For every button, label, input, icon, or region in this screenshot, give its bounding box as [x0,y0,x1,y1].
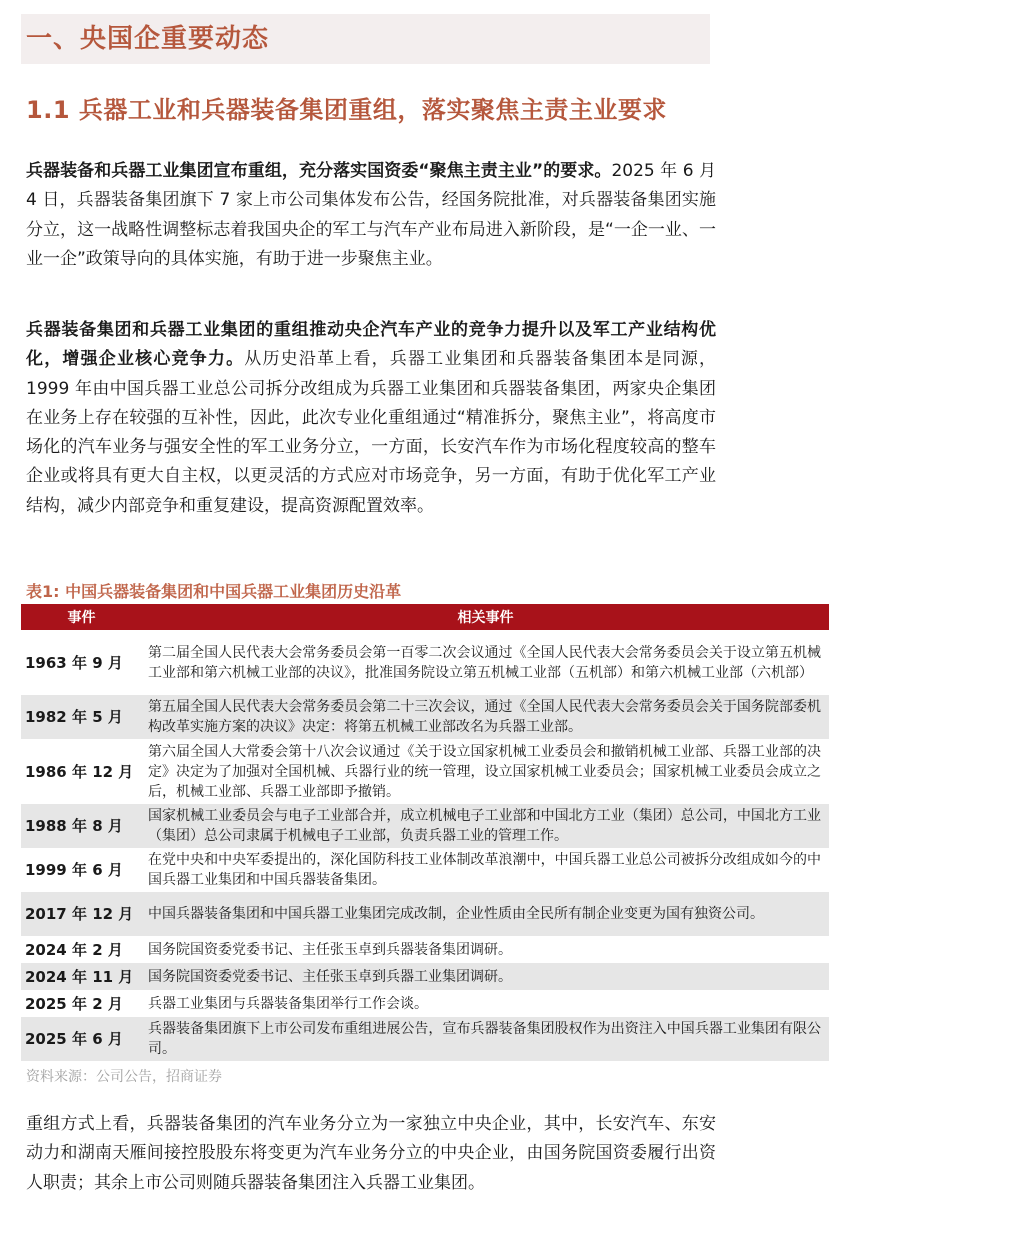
row-event: 第六届全国人大常委会第十八次会议通过《关于设立国家机械工业委员会和撤销机械工业部、兵器工业部的决定》决定为了加强对全国机械、兵器行业的统一管理，设立国家机械工业委员会；国家机械工业委员会成立之后，机械工业部、兵器工业部即予撤销。 [142,739,829,804]
table-row [21,963,829,990]
row-event: 国务院国资委党委书记、主任张玉卓到兵器装备集团调研。 [142,936,829,963]
paragraph-restructure-impact [26,316,716,521]
row-event: 国家机械工业委员会与电子工业部合并，成立机械电子工业部和中国北方工业（集团）总公司，中国北方工业（集团）总公司隶属于机械电子工业部，负责兵器工业的管理工作。 [142,804,829,848]
source-note: 资料来源：公司公告，招商证券 [26,1069,222,1085]
row-date: 2024 年 2 月 [21,936,142,963]
header-event: 相关事件 [142,604,829,630]
table-row [21,739,829,804]
row-event: 国务院国资委党委书记、主任张玉卓到兵器工业集团调研。 [142,963,829,990]
row-event: 中国兵器装备集团和中国兵器工业集团完成改制，企业性质由全民所有制企业变更为国有独资公司。 [142,892,829,936]
table-row [21,1017,829,1061]
row-event: 兵器装备集团旗下上市公司发布重组进展公告，宣布兵器装备集团股权作为出资注入中国兵器工业集团有限公司。 [142,1017,829,1061]
paragraph-lead: 兵器装备集团和兵器工业集团的重组推动央企汽车产业的竞争力提升以及军工产业结构优化，增强企业核心竞争力。 [26,320,716,370]
row-date: 2025 年 2 月 [21,990,142,1017]
row-date: 2024 年 11 月 [21,963,142,990]
row-event: 第五届全国人民代表大会常务委员会第二十三次会议，通过《全国人民代表大会常务委员会关于国务院部委机构改革实施方案的决议》决定：将第五机械工业部改名为兵器工业部。 [142,695,829,739]
paragraph-body: 2025 年 6 月 4 日，兵器装备集团旗下 7 家上市公司集体发布公告，经国务院批准，对兵器装备集团实施分立，这一战略性调整标志着我国央企的军工与汽车产业布局进入新阶段，是“一企一业、一业一企”政策导向的具体实施，有助于进一步聚焦主业。 [26,161,716,269]
table-row [21,848,829,892]
subsection-title: 1.1 兵器工业和兵器装备集团重组，落实聚焦主责主业要求 [26,96,667,124]
paragraph-restructure-method: 重组方式上看，兵器装备集团的汽车业务分立为一家独立中央企业，其中，长安汽车、东安动力和湖南天雁间接控股股东将变更为汽车业务分立的中央企业，由国务院国资委履行出资人职责；其余上市公司则随兵器装备集团注入兵器工业集团。 [26,1114,716,1193]
table-row [21,936,829,963]
paragraph-body: 从历史沿革上看，兵器工业集团和兵器装备集团本是同源， 1999 年由中国兵器工业总公司拆分改组成为兵器工业集团和兵器装备集团，两家央企集团在业务上存在较强的互补性，因此，此次专业化重组通过“精准拆分，聚焦主业”，将高度市场化的汽车业务与强安全性的军工业务分立，一方面，长安汽车作为市场化程度较高的整车企业或将具有更大自主权，以更灵活的方式应对市场竞争，另一方面，有助于优化军工产业结构，减少内部竞争和重复建设，提高资源配置效率。 [26,349,717,516]
table-row [21,804,829,848]
row-date: 1986 年 12 月 [21,739,142,804]
row-date: 2025 年 6 月 [21,1017,142,1061]
row-date: 1963 年 9 月 [21,630,142,695]
paragraph-restructure-announcement [26,157,716,274]
header-date: 事件 [21,604,142,630]
table-row [21,695,829,739]
paragraph-lead: 兵器装备和兵器工业集团宣布重组，充分落实国资委“聚焦主责主业”的要求。 [26,161,612,181]
table-row [21,990,829,1017]
history-table [21,604,829,1061]
table-header-row [21,604,829,630]
row-date: 1982 年 5 月 [21,695,142,739]
table-row [21,892,829,936]
row-date: 1988 年 8 月 [21,804,142,848]
table-caption: 表1: 中国兵器装备集团和中国兵器工业集团历史沿革 [26,582,402,601]
section-title: 一、央国企重要动态 [26,24,270,54]
row-date: 2017 年 12 月 [21,892,142,936]
row-event: 在党中央和中央军委提出的，深化国防科技工业体制改革浪潮中，中国兵器工业总公司被拆分改组成如今的中国兵器工业集团和中国兵器装备集团。 [142,848,829,892]
table-row [21,630,829,695]
row-event: 第二届全国人民代表大会常务委员会第一百零二次会议通过《全国人民代表大会常务委员会关于设立第五机械工业部和第六机械工业部的决议》，批准国务院设立第五机械工业部（五机部）和第六机械工业部（六机部） [142,630,829,695]
row-date: 1999 年 6 月 [21,848,142,892]
row-event: 兵器工业集团与兵器装备集团举行工作会谈。 [142,990,829,1017]
